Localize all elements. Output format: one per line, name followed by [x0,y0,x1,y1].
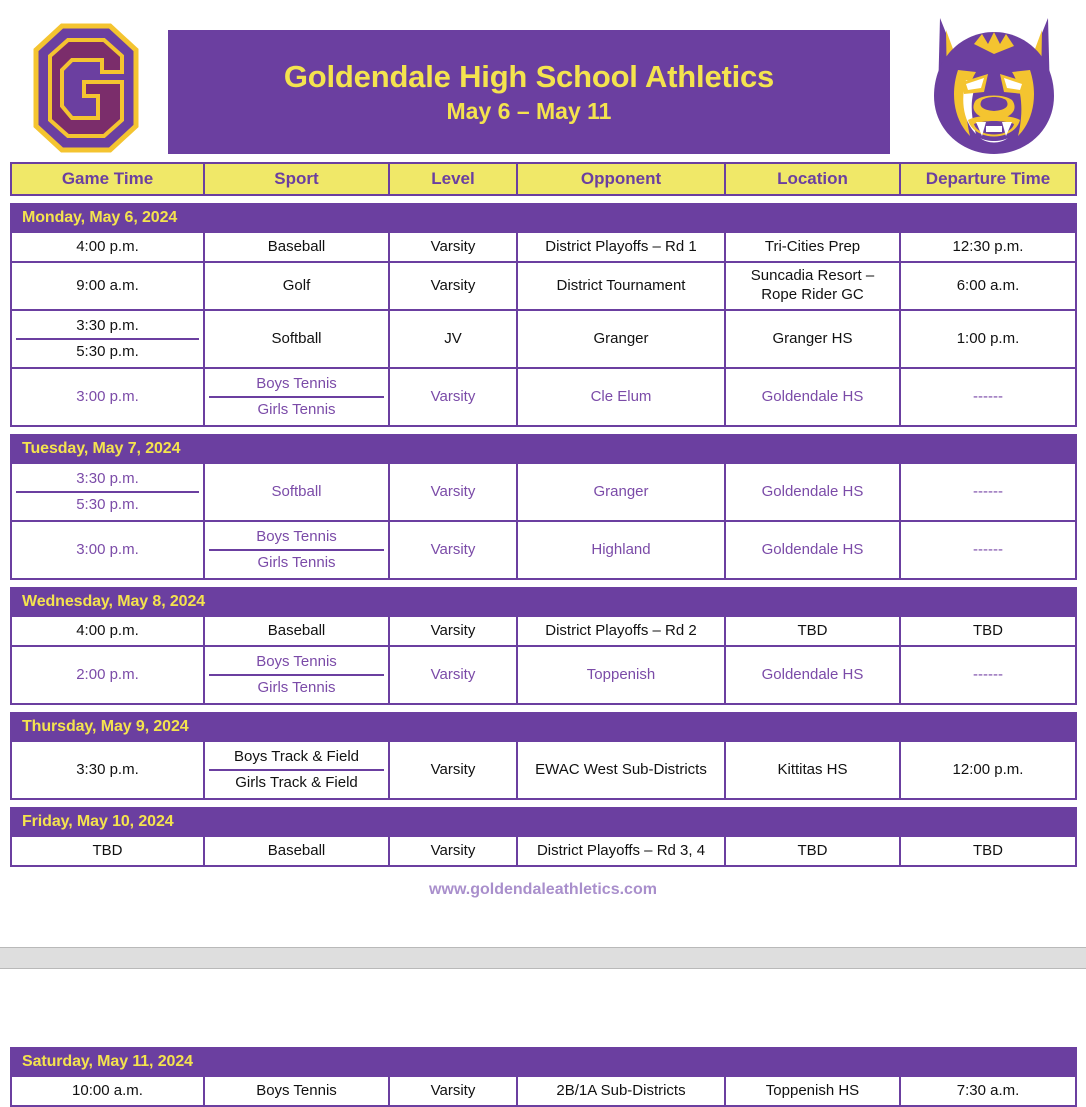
day-header-row [11,204,1076,232]
cell-opponent: Highland [517,521,725,579]
cell-game-time [11,310,204,368]
cell-departure-time: 12:00 p.m. [900,741,1076,799]
cell-level: Varsity [389,368,517,426]
schedule-row [11,262,1076,310]
cell-location: Goldendale HS [725,368,900,426]
goldendale-g-logo-icon [32,22,140,154]
cell-sport [204,741,389,799]
cell-location: Kittitas HS [725,741,900,799]
cell-game-time: 3:00 p.m. [11,368,204,426]
column-header-opponent: Opponent [517,163,725,195]
cell-departure-time: ------ [900,646,1076,704]
cell-departure-time: TBD [900,616,1076,646]
section-spacer [11,799,1076,808]
cell-level: Varsity [389,646,517,704]
day-header-label: Tuesday, May 7, 2024 [11,435,1076,463]
cell-game-time: 2:00 p.m. [11,646,204,704]
cell-opponent: Toppenish [517,646,725,704]
day-header-row [11,808,1076,836]
schedule-row [11,741,1076,799]
day-header-label: Thursday, May 9, 2024 [11,713,1076,741]
day-header-row [11,435,1076,463]
schedule-body [11,195,1076,866]
cell-departure-time: ------ [900,463,1076,521]
cell-sport-bottom: Girls Tennis [257,554,336,571]
cell-sport [204,646,389,704]
cell-game-time: TBD [11,836,204,866]
cell-departure-time: TBD [900,836,1076,866]
schedule-row [11,646,1076,704]
column-header-level: Level [389,163,517,195]
cell-sport: Softball [204,463,389,521]
cell-opponent: 2B/1A Sub-Districts [517,1076,725,1106]
cell-location: Goldendale HS [725,646,900,704]
cell-game-time-bottom: 5:30 p.m. [76,496,139,513]
section-spacer [11,426,1076,435]
cell-sport-top: Boys Track & Field [209,745,384,771]
cell-sport: Baseball [204,232,389,262]
cell-location: Goldendale HS [725,463,900,521]
cell-sport: Baseball [204,616,389,646]
cell-level: Varsity [389,521,517,579]
cell-opponent: District Playoffs – Rd 1 [517,232,725,262]
cell-level: Varsity [389,1076,517,1106]
cell-location: TBD [725,836,900,866]
cell-level: Varsity [389,836,517,866]
cell-level: Varsity [389,741,517,799]
schedule-table [10,162,1077,867]
schedule-row [11,1076,1076,1106]
cell-sport: Softball [204,310,389,368]
schedule-row [11,232,1076,262]
day-header-label: Friday, May 10, 2024 [11,808,1076,836]
cell-game-time: 3:30 p.m. [11,741,204,799]
cell-level: Varsity [389,232,517,262]
cell-game-time-top: 3:30 p.m. [16,314,199,340]
page-break-gap [0,969,1086,1047]
cell-departure-time: 6:00 a.m. [900,262,1076,310]
cell-level: Varsity [389,616,517,646]
schedule-row [11,368,1076,426]
cell-sport-top: Boys Tennis [209,525,384,551]
section-spacer [11,579,1076,588]
cell-sport-bottom: Girls Tennis [257,679,336,696]
cell-location: Toppenish HS [725,1076,900,1106]
schedule-row [11,521,1076,579]
cell-game-time-bottom: 5:30 p.m. [76,343,139,360]
title-banner [168,30,890,154]
cell-level: Varsity [389,262,517,310]
cell-level: JV [389,310,517,368]
column-header-location: Location [725,163,900,195]
page-title: Goldendale High School Athletics [283,58,775,94]
column-header-departure-time: Departure Time [900,163,1076,195]
page-break-divider [0,947,1086,969]
schedule-row [11,310,1076,368]
day-header-row [11,713,1076,741]
cell-sport: Baseball [204,836,389,866]
day-header-label: Monday, May 6, 2024 [11,204,1076,232]
cell-sport-top: Boys Tennis [209,650,384,676]
cell-opponent: District Playoffs – Rd 2 [517,616,725,646]
column-header-game-time: Game Time [11,163,204,195]
table-header-row [11,163,1076,195]
cell-sport-bottom: Girls Track & Field [235,774,358,791]
cell-game-time: 9:00 a.m. [11,262,204,310]
cell-departure-time: 7:30 a.m. [900,1076,1076,1106]
cell-game-time-top: 3:30 p.m. [16,467,199,493]
cell-game-time: 10:00 a.m. [11,1076,204,1106]
website-url[interactable]: www.goldendaleathletics.com [429,881,657,898]
cell-game-time: 3:00 p.m. [11,521,204,579]
cell-opponent: Cle Elum [517,368,725,426]
cell-opponent: Granger [517,310,725,368]
cell-opponent: Granger [517,463,725,521]
column-header-sport: Sport [204,163,389,195]
cell-sport-top: Boys Tennis [209,372,384,398]
masthead [0,0,1086,162]
day-header-row [11,588,1076,616]
cell-location: Goldendale HS [725,521,900,579]
cell-sport-bottom: Girls Tennis [257,401,336,418]
schedule-row [11,836,1076,866]
cell-opponent: EWAC West Sub-Districts [517,741,725,799]
cell-sport [204,368,389,426]
schedule-row [11,616,1076,646]
cell-location: Granger HS [725,310,900,368]
cell-departure-time: ------ [900,368,1076,426]
cell-opponent: District Tournament [517,262,725,310]
schedule-row [11,463,1076,521]
cell-level: Varsity [389,463,517,521]
cell-departure-time: ------ [900,521,1076,579]
cell-location: Tri-Cities Prep [725,232,900,262]
cell-location: Suncadia Resort – Rope Rider GC [725,262,900,310]
section-spacer [11,704,1076,713]
day-header-label: Wednesday, May 8, 2024 [11,588,1076,616]
schedule-body-page2 [11,1048,1076,1106]
day-header-label: Saturday, May 11, 2024 [11,1048,1076,1076]
cell-game-time [11,463,204,521]
day-header-row [11,1048,1076,1076]
cell-game-time: 4:00 p.m. [11,616,204,646]
cell-sport: Boys Tennis [204,1076,389,1106]
cell-opponent: District Playoffs – Rd 3, 4 [517,836,725,866]
cell-sport [204,521,389,579]
cell-departure-time: 1:00 p.m. [900,310,1076,368]
wolf-mascot-logo-icon [914,8,1074,160]
schedule-table-page2 [10,1047,1077,1107]
date-range: May 6 – May 11 [446,98,612,125]
cell-location: TBD [725,616,900,646]
cell-sport: Golf [204,262,389,310]
cell-game-time: 4:00 p.m. [11,232,204,262]
cell-departure-time: 12:30 p.m. [900,232,1076,262]
section-spacer [11,195,1076,204]
